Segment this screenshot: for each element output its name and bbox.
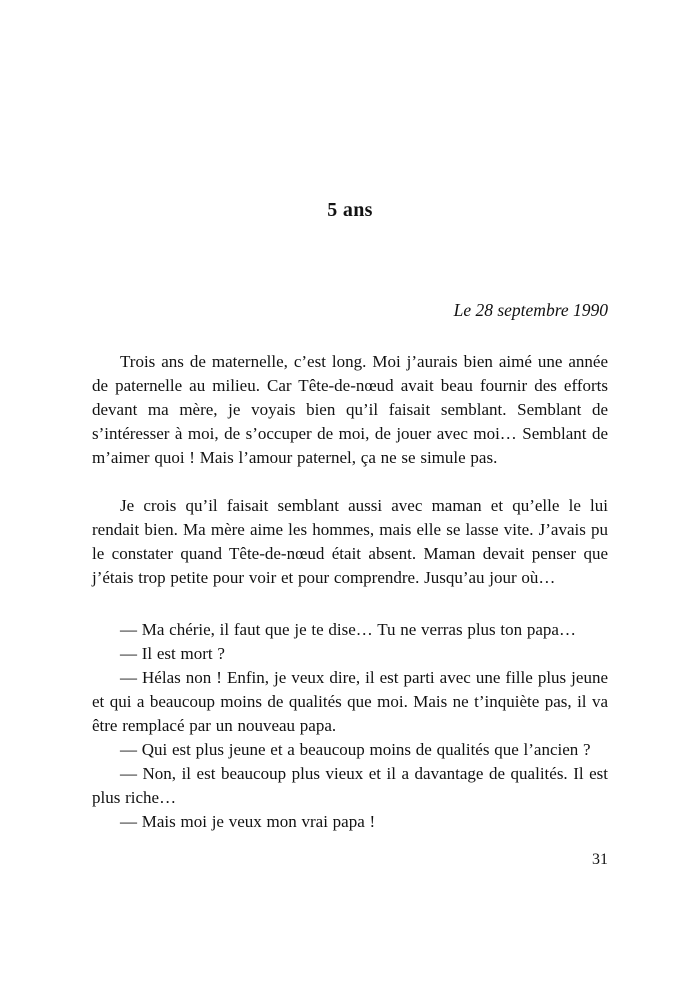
- dialogue-line: — Mais moi je veux mon vrai papa !: [120, 812, 376, 831]
- chapter-title: 5 ans: [327, 199, 373, 221]
- dialogue-line: — Hélas non ! Enfin, je veux dire, il est parti avec une fille plus jeune et qui a beaucoup moins de qualités que moi. Mais ne t’inquiète pas, il va être remplacé par un nouveau papa.: [92, 668, 608, 735]
- dialogue-line: — Ma chérie, il faut que je te dise… Tu ne verras plus ton papa…: [120, 620, 576, 639]
- date-line: Le 28 septembre 1990: [453, 300, 608, 320]
- text-block: [92, 0, 608, 872]
- paragraph: Je crois qu’il faisait semblant aussi avec maman et qu’elle le lui rendait bien. Ma mère aime les hommes, mais elle se lasse vite. J’avais pu le constater quand Tête-de-nœud était absent. Maman devait penser que j’étais trop petite pour voir et pour comprendre. Jusqu’au jour où…: [92, 496, 608, 587]
- dialogue-line: — Qui est plus jeune et a beaucoup moins de qualités que l’ancien ?: [120, 740, 591, 759]
- dialogue-line: — Non, il est beaucoup plus vieux et il a davantage de qualités. Il est plus riche…: [92, 764, 608, 807]
- dialogue-block: [92, 618, 608, 834]
- dialogue-line: — Il est mort ?: [120, 644, 225, 663]
- page-number: 31: [592, 851, 608, 868]
- paragraph: Trois ans de maternelle, c’est long. Moi j’aurais bien aimé une année de paternelle au milieu. Car Tête-de-nœud avait beau fournir des efforts devant ma mère, je voyais bien qu’il faisait semblant. Semblant de s’intéresser à moi, de s’occuper de moi, de jouer avec moi… Semblant de m’aimer quoi ! Mais l’amour paternel, ça ne se simule pas.: [92, 352, 608, 467]
